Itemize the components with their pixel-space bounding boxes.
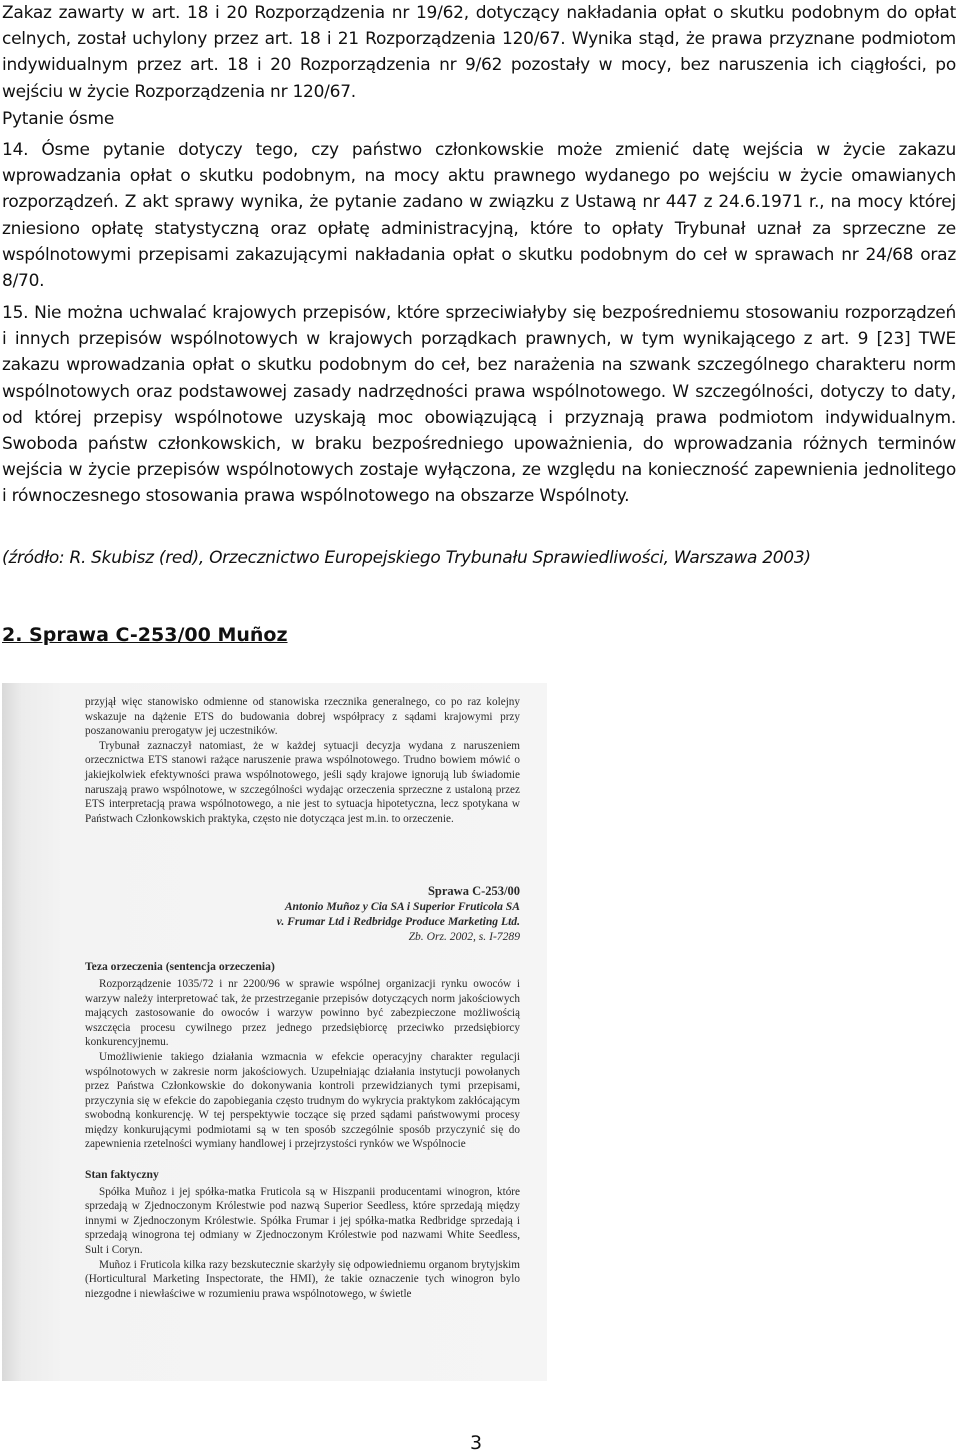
scan-paragraph: Rozporządzenie 1035/72 i nr 2200/96 w sprawie wspólnej organizacji rynku owoców i warzyw należy interpretować tak, że przestrzeganie przepisów dotyczących norm jakościowych mających zastosowanie do owoców i warzyw powinno być zabezpieczone możliwością wszczęcia procesu cywilnego przez jednego przedsiębiorcę przeciwko przedsiębiorcy konkurencyjnemu. <box>85 977 520 1049</box>
scan-paragraph: Muñoz i Fruticola kilka razy bezskutecznie skarżyły się odpowiedniemu organom brytyjskim (Horticultural Marketing Inspectorate, the HMI), że takie oznaczenie tych winogron bylo niezgodne i niewłaściwe w rozumieniu prawa wspólnotowego, w świetle <box>85 1258 520 1300</box>
scanned-page-text <box>85 695 520 1301</box>
scan-paragraph: Spółka Muñoz i jej spółka-matka Fruticola są w Hiszpanii producentami winogron, które sprzedają w Zjednoczonym Królestwie pod nazwą Superior Seedless, które sprzedają między innymi w Zjednoczonym Królestwie. Spółka Frumar i jej spółka-matka Redbridge sprzedają i sprzedają winogrona tej odmiany w Zjednoczonym Królestwie pod nazwami White Seedless, Sult i Coryn. <box>85 1185 520 1257</box>
scan-case-parties: v. Frumar Ltd i Redbridge Produce Marketing Ltd. <box>276 915 520 929</box>
scan-case-reference: Zb. Orz. 2002, s. I-7289 <box>408 930 520 944</box>
scan-case-parties: Antonio Muñoz y Cia SA i Superior Fruticola SA <box>284 900 520 914</box>
question-heading: Pytanie ósme <box>2 109 115 129</box>
scan-heading-facts: Stan faktyczny <box>85 1168 159 1182</box>
scan-heading-thesis: Teza orzeczenia (sentencja orzeczenia) <box>85 960 275 974</box>
scan-paragraph: Trybunał zaznaczył natomiast, że w każdej sytuacji decyzja wydana z naruszeniem orzecznictwa ETS stanowi rażące naruszenie prawa wspólnotowego. Trudno bowiem mówić o jakiejkolwiek efektywności prawa wspólnotowego, jeśli sądy krajowe ignorują lub świadomie naruszają prawo wspólnotowe, w szczególności wydając orzeczenia sprzeczne z ustaloną przez ETS interpretacją prawa wspólnotowego, a nie jest to sytuacja hipotetyczna, lecz spotykana w Państwach Członkowskich praktyka, często nie dotycząca jest m.in. to orzeczenie. <box>85 739 520 825</box>
source-citation: (źródło: R. Skubisz (red), Orzecznictwo Europejskiego Trybunału Sprawiedliwości, Warszawa 2003) <box>2 548 811 568</box>
scan-case-title: Sprawa C-253/00 <box>427 884 520 899</box>
scan-case-header <box>85 884 520 944</box>
paragraph-14: 14. Ósme pytanie dotyczy tego, czy państwo członkowskie może zmienić datę wejścia w życie zakazu wprowadzania opłat o skutku podobnym, na mocy aktu prawnego wydanego po wejściu w życie omawianych rozporządzeń. Z akt sprawy wynika, że pytanie zadano w związku z Ustawą nr 447 z 24.6.1971 r., na mocy której zniesiono opłatę statystyczną oraz opłatę administracyjną, które to opłaty Trybunał uznał za sprzeczne ze wspólnotowymi przepisami zakazującymi nakładania opłat o skutku podobnym do ceł w sprawach nr 24/68 oraz 8/70. <box>2 140 956 292</box>
intro-paragraph: Zakaz zawarty w art. 18 i 20 Rozporządzenia nr 19/62, dotyczący nakładania opłat o skutku podobnym do opłat celnych, został uchylony przez art. 18 i 21 Rozporządzenia 120/67. Wynika stąd, że prawa przyznane podmiotom indywidualnym przez art. 18 i 20 Rozporządzenia nr 9/62 pozostały w mocy, bez naruszenia ich ciągłości, po wejściu w życie Rozporządzenia nr 120/67. <box>2 3 956 102</box>
scan-paragraph: Umożliwienie takiego działania wzmacnia w efekcie operacyjny charakter regulacji wspólnotowych w zakresie norm jakościowych. Uzupełniając działania instytucji powołanych przez Państwa Członkowskie do dokonywania kontroli przewidzianych tymi przepisami, przyczynia się w efekcie do zapobiegania często trudnym do wykrycia praktykom zakłócającym swobodną konkurencję. W tej perspektywie toczące się przed sądami państwowymi procesy między konkurującymi podmiotami są w ten sposób szczególnie sposób przyczynić się do zapewnienia rzetelności wymiany handlowej i przejrzystości rynków we Wspólnocie <box>85 1050 520 1151</box>
paragraph-15: 15. Nie można uchwalać krajowych przepisów, które sprzeciwiałyby się bezpośredniemu stosowaniu rozporządzeń i innych przepisów wspólnotowych w krajowych porządkach prawnych, w tym wynikającego z art. 9 [23] TWE zakazu wprowadzania opłat o skutku podobnym do ceł, bez narażenia na szwank szczególnego charakteru norm wspólnotowych oraz podstawowej zasady nadrzędności prawa wspólnotowego. W szczególności, dotyczy to daty, od której przepisy wspólnotowe uzyskają moc obowiązującą i przyznają prawa podmiotom indywidualnym. Swoboda państw członkowskich, w braku bezpośredniego upoważnienia, do wprowadzania różnych terminów wejścia w życie przepisów wspólnotowych zostaje wyłączona, ze względu na konieczność zapewnienia jednolitego i równoczesnego stosowania prawa wspólnotowego na obszarze Wspólnoty. <box>2 303 956 507</box>
scanned-page-image <box>2 683 547 1381</box>
scan-paragraph: przyjął więc stanowisko odmienne od stanowiska rzecznika generalnego, co po raz kolejny wskazuje na dążenie ETS do budowania dobrej współpracy z sądami krajowymi przy poszanowaniu prerogatyw jej uczestników. <box>85 696 520 738</box>
case-heading: 2. Sprawa C-253/00 Muñoz <box>2 624 288 646</box>
page-number: 3 <box>470 1432 483 1454</box>
